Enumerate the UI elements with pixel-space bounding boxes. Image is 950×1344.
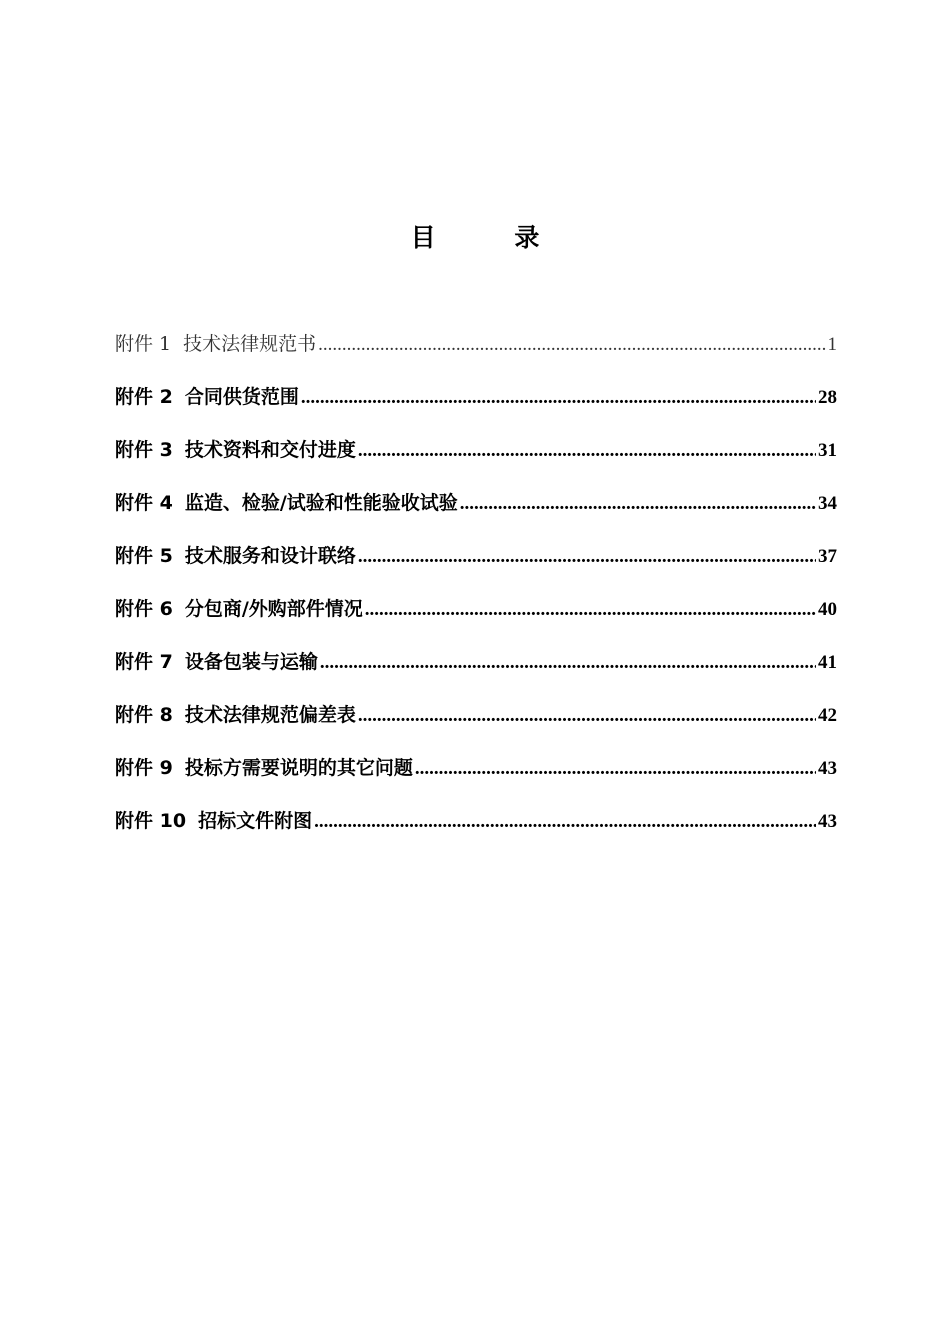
toc-entry[interactable] [115,750,837,803]
toc-entry-page: 37 [818,546,837,567]
toc-leader-dots [318,327,825,363]
toc-leader-dots [301,380,816,416]
toc-entry-number: 附件 6 [115,598,173,620]
toc-entry-page: 1 [827,334,837,355]
toc-entry-number: 附件 2 [115,386,173,408]
toc-entry-page: 41 [818,652,837,673]
toc-entry[interactable] [115,326,837,379]
toc-entry-text: 合同供货范围 [184,386,299,408]
toc-entry-page: 43 [818,811,837,832]
toc-entry-number: 附件 5 [115,545,173,567]
toc-entry[interactable] [115,591,837,644]
toc-leader-dots [460,486,816,522]
toc-entry-page: 40 [818,599,837,620]
toc-entry-text: 技术资料和交付进度 [184,439,356,461]
toc-entry-text: 技术服务和设计联络 [184,545,356,567]
toc-leader-dots [358,433,816,469]
toc-entry[interactable] [115,432,837,485]
toc-leader-dots [415,751,816,787]
toc-leader-dots [358,698,816,734]
toc-entry-text: 监造、检验/试验和性能验收试验 [184,492,458,514]
toc-entry[interactable] [115,485,837,538]
toc-leader-dots [314,804,816,840]
toc-entry[interactable] [115,644,837,697]
toc-entry[interactable] [115,379,837,432]
toc-entry-number: 附件 4 [115,492,173,514]
toc-entry-text: 设备包装与运输 [184,651,318,673]
toc-entry-text: 技术法律规范偏差表 [184,704,356,726]
toc-leader-dots [320,645,816,681]
toc-entry-page: 43 [818,758,837,779]
toc-entry-text: 技术法律规范书 [183,333,317,355]
toc-entry-text: 分包商/外购部件情况 [184,598,363,620]
toc-entry[interactable] [115,697,837,750]
toc-entry-number: 附件 9 [115,757,173,779]
toc-entry-number: 附件 1 [115,333,172,355]
toc-entry-number: 附件 7 [115,651,173,673]
toc-leader-dots [358,539,816,575]
toc-entry[interactable] [115,538,837,591]
toc-entry-text: 招标文件附图 [198,810,313,832]
toc-entry-page: 31 [818,440,837,461]
toc-entry-page: 34 [818,493,837,514]
toc-title: 目 录 [410,223,575,252]
toc-entry[interactable] [115,803,837,856]
toc-entry-page: 28 [818,387,837,408]
toc-entry-number: 附件 3 [115,439,173,461]
toc-entry-text: 投标方需要说明的其它问题 [184,757,413,779]
toc-leader-dots [365,592,816,628]
toc-entry-page: 42 [818,705,837,726]
toc-entry-number: 附件 10 [115,810,187,832]
toc-entry-number: 附件 8 [115,704,173,726]
toc-list [115,326,837,856]
